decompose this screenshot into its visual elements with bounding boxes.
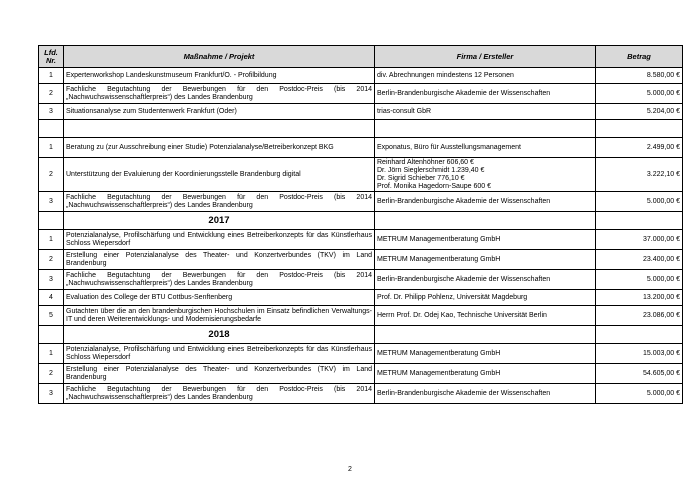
row-measure: Potenzialanalyse, Profilschärfung und Entwicklung eines Betreiberkonzepts für das Künstlerhaus Schloss Wiepersdorf bbox=[64, 344, 375, 364]
row-nr: 5 bbox=[39, 306, 64, 326]
table-row bbox=[39, 250, 683, 270]
row-amount: 23.400,00 € bbox=[596, 250, 683, 270]
row-company: trias-consult GbR bbox=[375, 104, 596, 120]
row-nr: 2 bbox=[39, 84, 64, 104]
row-nr: 1 bbox=[39, 344, 64, 364]
row-nr: 3 bbox=[39, 270, 64, 290]
row-amount: 3.222,10 € bbox=[596, 158, 683, 192]
row-measure: Evaluation des College der BTU Cottbus-Senftenberg bbox=[64, 290, 375, 306]
page-number: 2 bbox=[348, 466, 352, 473]
row-measure: Fachliche Begutachtung der Bewerbungen für den Postdoc-Preis (bis 2014 „Nachwuchswissenschaftlerpreis“) des Landes Brandenburg bbox=[64, 384, 375, 404]
row-company: Berlin-Brandenburgische Akademie der Wissenschaften bbox=[375, 84, 596, 104]
consultant-line: Reinhard Altenhöhner 606,60 € bbox=[377, 158, 474, 166]
table-row bbox=[39, 68, 683, 84]
consultant-line: Prof. Monika Hagedorn-Saupe 600 € bbox=[377, 182, 492, 190]
row-measure: Erstellung einer Potenzialanalyse des Theater- und Konzertverbundes (TKV) im Land Brandenburg bbox=[64, 364, 375, 384]
row-nr: 2 bbox=[39, 158, 64, 192]
table-row bbox=[39, 138, 683, 158]
table-row bbox=[39, 384, 683, 404]
row-company: METRUM Managementberatung GmbH bbox=[375, 344, 596, 364]
row-measure: Expertenworkshop Landeskunstmuseum Frankfurt/O. - Profilbildung bbox=[64, 68, 375, 84]
row-nr: 1 bbox=[39, 230, 64, 250]
row-amount: 5.000,00 € bbox=[596, 84, 683, 104]
row-measure: Gutachten über die an den brandenburgischen Hochschulen im Einsatz befindlichen Verwaltungs-IT und deren Weiterentwicklungs- und Modernisierungsbedarfe bbox=[64, 306, 375, 326]
row-amount: 54.605,00 € bbox=[596, 364, 683, 384]
row-amount: 8.580,00 € bbox=[596, 68, 683, 84]
row-company: Herrn Prof. Dr. Odej Kao, Technische Universität Berlin bbox=[375, 306, 596, 326]
row-company: Exponatus, Büro für Ausstellungsmanagement bbox=[375, 138, 596, 158]
row-amount: 37.000,00 € bbox=[596, 230, 683, 250]
column-header-nr: Lfd. Nr. bbox=[39, 46, 64, 68]
row-nr: 4 bbox=[39, 290, 64, 306]
table-row bbox=[39, 158, 683, 192]
row-company bbox=[375, 158, 596, 192]
table-header-row bbox=[39, 46, 683, 68]
table-row bbox=[39, 84, 683, 104]
table-row bbox=[39, 270, 683, 290]
row-measure: Potenzialanalyse, Profilschärfung und Entwicklung eines Betreiberkonzepts für das Künstlerhaus Schloss Wiepersdorf bbox=[64, 230, 375, 250]
row-measure: Unterstützung der Evaluierung der Koordinierungsstelle Brandenburg digital bbox=[64, 158, 375, 192]
row-amount: 23.086,00 € bbox=[596, 306, 683, 326]
row-nr: 2 bbox=[39, 250, 64, 270]
row-company: Prof. Dr. Philipp Pohlenz, Universität Magdeburg bbox=[375, 290, 596, 306]
table-row bbox=[39, 290, 683, 306]
row-company: Berlin-Brandenburgische Akademie der Wissenschaften bbox=[375, 270, 596, 290]
row-measure: Beratung zu (zur Ausschreibung einer Studie) Potenzialanalyse/Betreiberkonzept BKG bbox=[64, 138, 375, 158]
table-row bbox=[39, 192, 683, 212]
year-row-2018 bbox=[39, 326, 683, 344]
year-heading: 2017 bbox=[64, 212, 375, 230]
row-measure: Fachliche Begutachtung der Bewerbungen für den Postdoc-Preis (bis 2014 „Nachwuchswissenschaftlerpreis“) des Landes Brandenburg bbox=[64, 84, 375, 104]
row-nr: 3 bbox=[39, 384, 64, 404]
table-row bbox=[39, 344, 683, 364]
year-heading: 2018 bbox=[64, 326, 375, 344]
row-company: Berlin-Brandenburgische Akademie der Wissenschaften bbox=[375, 384, 596, 404]
consultant-line: Dr. Jörn Sieglerschmidt 1.239,40 € bbox=[377, 166, 485, 174]
row-nr: 3 bbox=[39, 192, 64, 212]
year-row-2017 bbox=[39, 212, 683, 230]
row-amount: 5.000,00 € bbox=[596, 192, 683, 212]
consultant-line: Dr. Sigrid Schieber 776,10 € bbox=[377, 174, 465, 182]
row-nr: 1 bbox=[39, 68, 64, 84]
table-row bbox=[39, 364, 683, 384]
row-measure: Erstellung einer Potenzialanalyse des Theater- und Konzertverbundes (TKV) im Land Brandenburg bbox=[64, 250, 375, 270]
row-amount: 13.200,00 € bbox=[596, 290, 683, 306]
row-amount: 15.003,00 € bbox=[596, 344, 683, 364]
column-header-measure: Maßnahme / Projekt bbox=[64, 46, 375, 68]
row-measure: Fachliche Begutachtung der Bewerbungen für den Postdoc-Preis (bis 2014 „Nachwuchswissenschaftlerpreis“) des Landes Brandenburg bbox=[64, 270, 375, 290]
table-row bbox=[39, 104, 683, 120]
row-nr: 3 bbox=[39, 104, 64, 120]
table-row bbox=[39, 306, 683, 326]
row-measure: Situationsanalyse zum Studentenwerk Frankfurt (Oder) bbox=[64, 104, 375, 120]
row-amount: 5.204,00 € bbox=[596, 104, 683, 120]
row-company: div. Abrechnungen mindestens 12 Personen bbox=[375, 68, 596, 84]
row-company: METRUM Managementberatung GmbH bbox=[375, 250, 596, 270]
row-nr: 2 bbox=[39, 364, 64, 384]
row-nr: 1 bbox=[39, 138, 64, 158]
row-amount: 5.000,00 € bbox=[596, 270, 683, 290]
row-amount: 5.000,00 € bbox=[596, 384, 683, 404]
row-company: METRUM Managementberatung GmbH bbox=[375, 230, 596, 250]
row-amount: 2.499,00 € bbox=[596, 138, 683, 158]
column-header-amount: Betrag bbox=[596, 46, 683, 68]
row-measure: Fachliche Begutachtung der Bewerbungen für den Postdoc-Preis (bis 2014 „Nachwuchswissenschaftlerpreis“) des Landes Brandenburg bbox=[64, 192, 375, 212]
empty-separator-row bbox=[39, 120, 683, 138]
expenses-table bbox=[38, 45, 683, 404]
row-company: METRUM Managementberatung GmbH bbox=[375, 364, 596, 384]
column-header-company: Firma / Ersteller bbox=[375, 46, 596, 68]
table-row bbox=[39, 230, 683, 250]
row-company: Berlin-Brandenburgische Akademie der Wissenschaften bbox=[375, 192, 596, 212]
